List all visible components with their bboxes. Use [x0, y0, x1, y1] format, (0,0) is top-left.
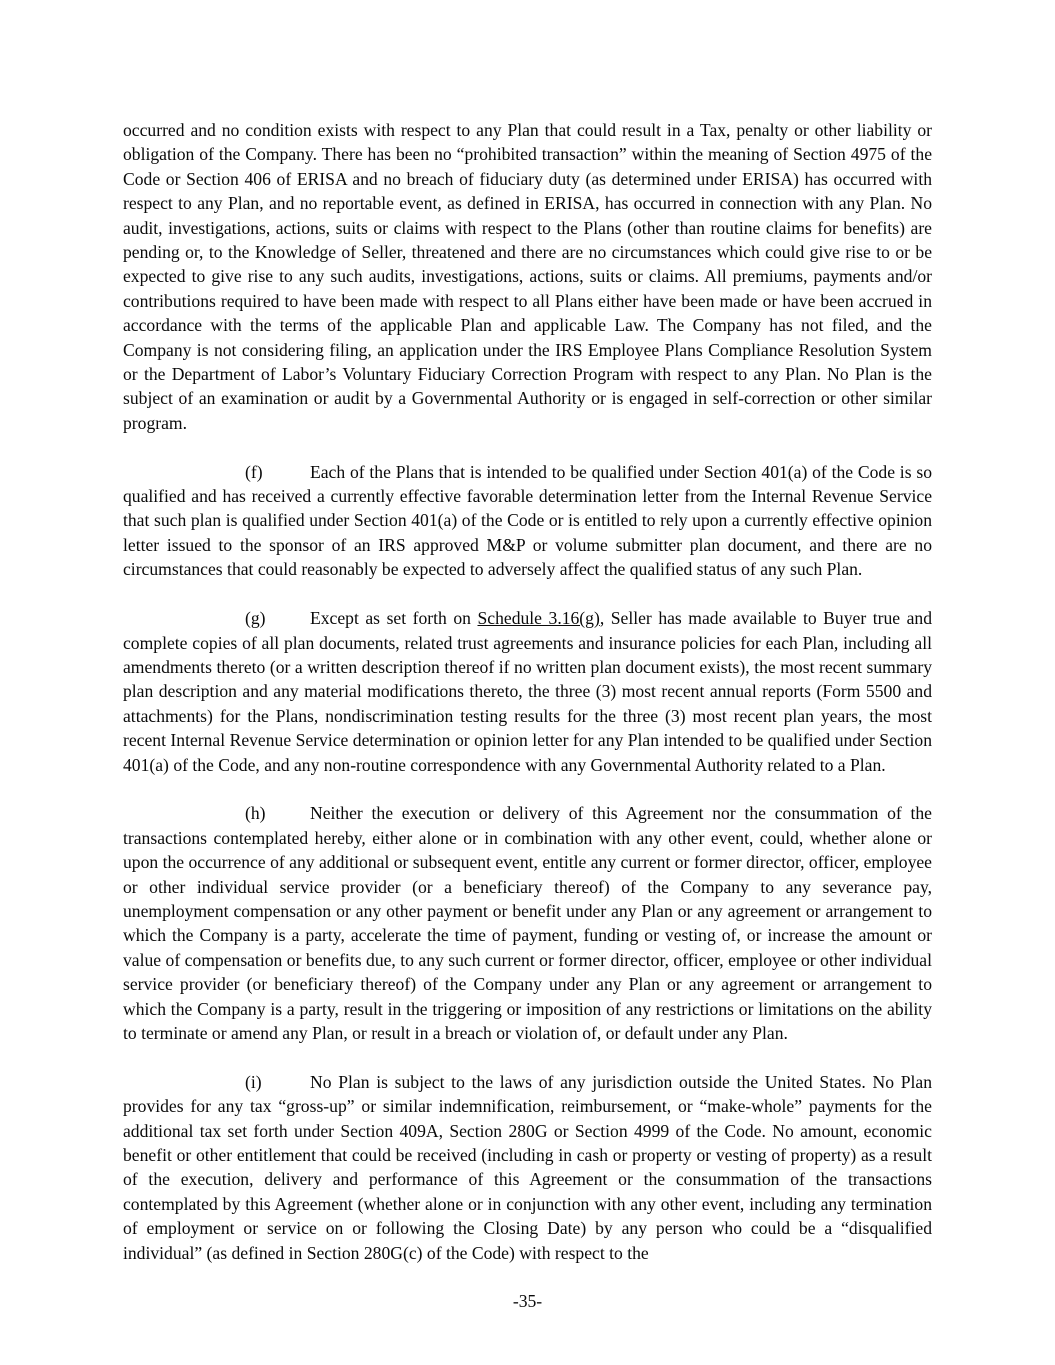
paragraph-h: [123, 801, 932, 1045]
subsection-label-i: (i): [245, 1071, 262, 1092]
paragraph-i: [123, 1070, 932, 1265]
paragraph-h-text: Neither the execution or delivery of this Agreement nor the consummation of the transactions contemplated hereby, either alone or in combination with any other event, could, whether alone or upon the occurrence of any additional or subsequent event, entitle any current or former director, officer, employee or other individual service provider (or a beneficiary thereof) of the Company to any severance pay, unemployment compensation or any other payment or benefit under any Plan or any agreement or arrangement to which the Company is a party, accelerate the time of payment, funding or vesting of, or increase the amount or value of compensation or benefits due, to any such current or former director, officer, employee or other individual service provider (or beneficiary thereof) of the Company under any Plan or any agreement or arrangement to which the Company is a party, result in the triggering or imposition of any restrictions or limitations on the ability to terminate or amend any Plan, or result in a breach or violation of, or default under any Plan.: [123, 803, 932, 1043]
subsection-label-f: (f): [245, 461, 263, 482]
page-number: -35-: [512, 1290, 543, 1311]
document-body: [123, 118, 932, 1265]
paragraph-g-text-after: , Seller has made available to Buyer true and complete copies of all plan documents, related trust agreements and insurance policies for each Plan, including all amendments thereto (or a written description thereof if no written plan document exists), the most recent summary plan description and any material modifications thereto, the three (3) most recent annual reports (Form 5500 and attachments) for the Plans, nondiscrimination testing results for the three (3) most recent plan years, the most recent Internal Revenue Service determination or opinion letter for any Plan intended to be qualified under Section 401(a) of the Code, and any non-routine correspondence with any Governmental Authority related to a Plan.: [123, 608, 932, 775]
schedule-reference: Schedule 3.16(g): [477, 608, 600, 629]
subsection-label-h: (h): [245, 803, 266, 824]
paragraph-g: [123, 606, 932, 777]
paragraph-i-text: No Plan is subject to the laws of any jurisdiction outside the United States. No Plan provides for any tax “gross-up” or similar indemnification, reimbursement, or “make-whole” payments for the additional tax set forth under Section 409A, Section 280G or Section 4999 of the Code. No amount, economic benefit or other entitlement that could be received (including in cash or property or vesting of property) as a result of the execution, delivery and performance of this Agreement or the consummation of the transactions contemplated by this Agreement (whether alone or in conjunction with any other event, including any termination of employment or service on or following the Closing Date) by any person who could be a “disqualified individual” (as defined in Section 280G(c) of the Code) with respect to the: [123, 1071, 932, 1263]
paragraph-continuation: [123, 118, 932, 435]
paragraph-f-text: Each of the Plans that is intended to be qualified under Section 401(a) of the Code is so qualified and has received a currently effective favorable determination letter from the Internal Revenue Service that such plan is qualified under Section 401(a) of the Code or is entitled to rely upon a currently effective opinion letter issued to the sponsor of an IRS approved M&P or volume submitter plan document, and there are no circumstances that could reasonably be expected to adversely affect the qualified status of any such Plan.: [123, 461, 932, 580]
paragraph-continuation-text: occurred and no condition exists with respect to any Plan that could result in a Tax, penalty or other liability or obligation of the Company. There has been no “prohibited transaction” within the meaning of Section 4975 of the Code or Section 406 of ERISA and no breach of fiduciary duty (as determined under ERISA) has occurred with respect to any Plan, and no reportable event, as defined in ERISA, has occurred in connection with any Plan. No audit, investigations, actions, suits or claims with respect to the Plans (other than routine claims for benefits) are pending or, to the Knowledge of Seller, threatened and there are no circumstances which could give rise to or be expected to give rise to any such audits, investigations, actions, suits or claims. All premiums, payments and/or contributions required to have been made with respect to all Plans either have been made or have been accrued in accordance with the terms of the applicable Plan and applicable Law. The Company has not filed, and the Company is not considering filing, an application under the IRS Employee Plans Compliance Resolution System or the Department of Labor’s Voluntary Fiduciary Correction Program with respect to any Plan. No Plan is the subject of an examination or audit by a Governmental Authority or is engaged in self-correction or other similar program.: [123, 120, 932, 433]
paragraph-g-text-before: Except as set forth on: [310, 608, 478, 629]
subsection-label-g: (g): [245, 608, 266, 629]
paragraph-f: [123, 460, 932, 582]
